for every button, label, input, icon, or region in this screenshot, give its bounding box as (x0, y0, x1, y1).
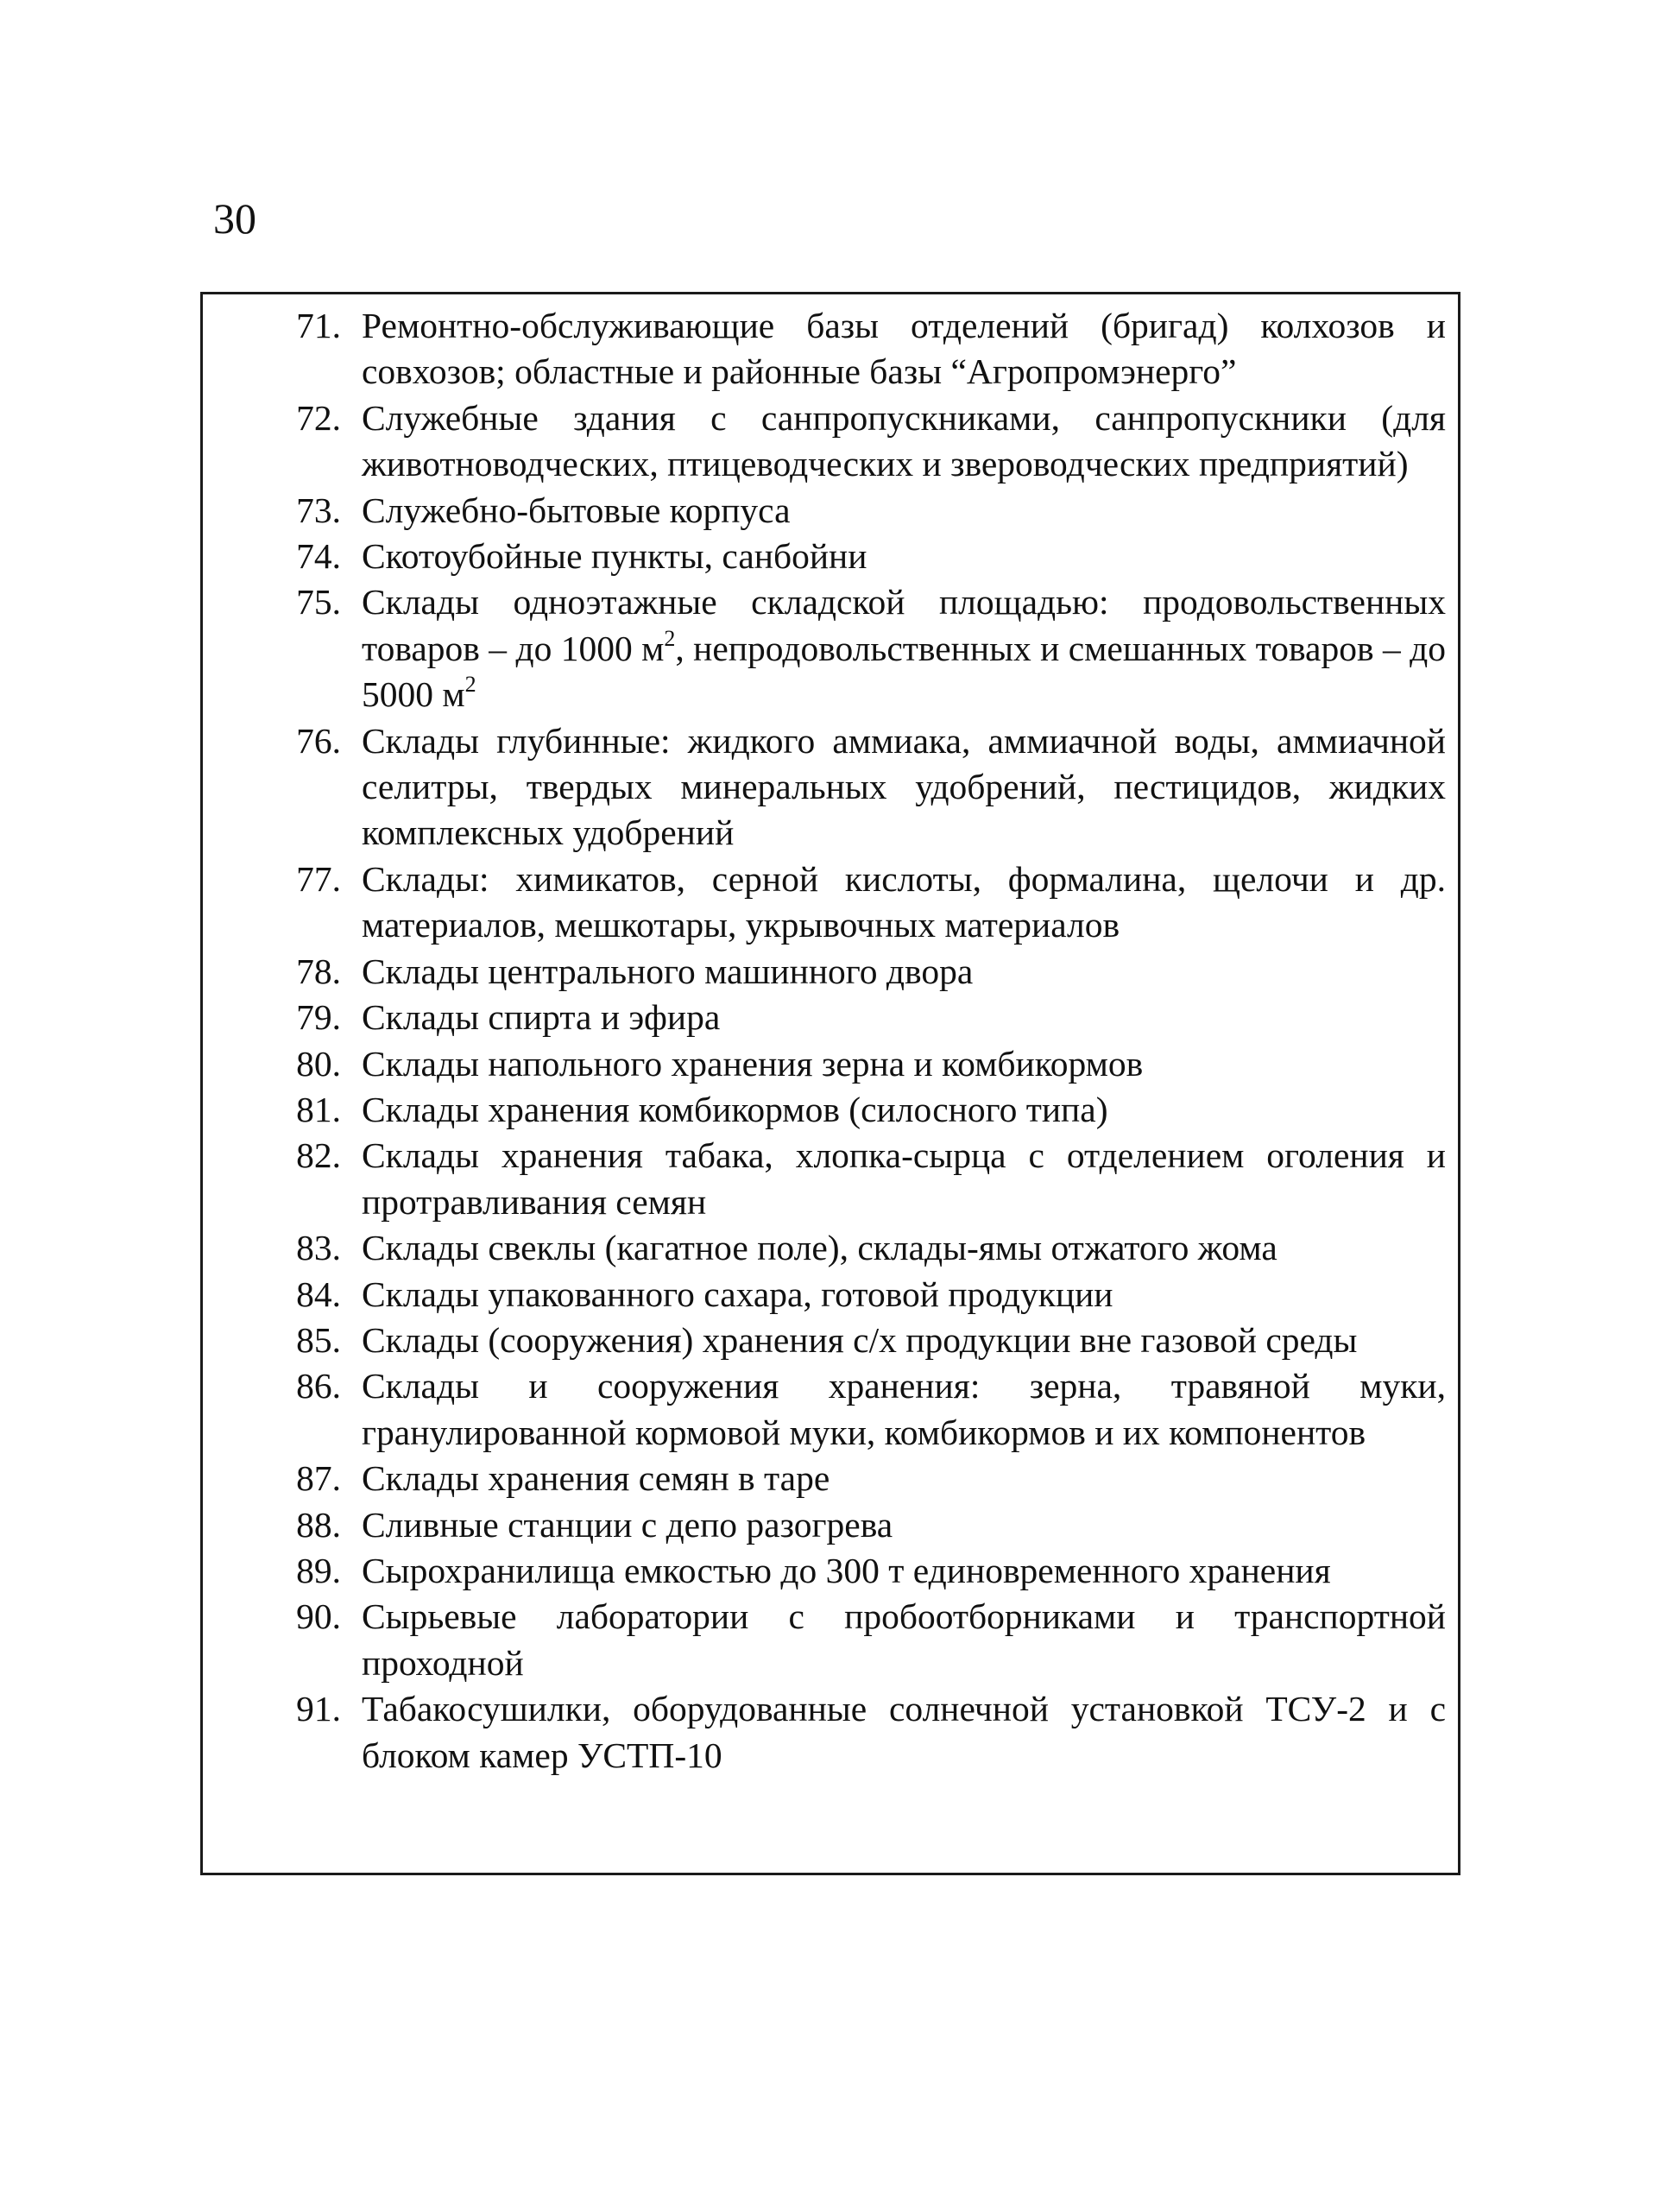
item-number: 79. (296, 997, 341, 1038)
list-item-76 (203, 718, 1458, 856)
list-item-82 (203, 1133, 1458, 1225)
list-item-87 (203, 1456, 1458, 1501)
item-number: 77. (296, 858, 341, 899)
list-item-88 (203, 1502, 1458, 1548)
list-item-86 (203, 1363, 1458, 1456)
item-text: Склады хранения комбикормов (силосного типа) (362, 1089, 1108, 1129)
item-text: Служебно-бытовые корпуса (362, 490, 791, 530)
building-list (203, 303, 1458, 1779)
item-number: 83. (296, 1228, 341, 1268)
item-number: 89. (296, 1550, 341, 1590)
list-item-75 (203, 579, 1458, 717)
list-item-83 (203, 1225, 1458, 1271)
item-number: 90. (296, 1596, 341, 1637)
item-number: 78. (296, 951, 341, 991)
item-number: 86. (296, 1366, 341, 1406)
item-text: Склады и сооружения хранения: зерна, травяной муки, гранулированной кормовой муки, комбикормов и их компонентов (362, 1366, 1446, 1452)
item-text: Склады упакованного сахара, готовой продукции (362, 1273, 1113, 1314)
item-text: Склады глубинные: жидкого аммиака, аммиачной воды, аммиачной селитры, твердых минеральных удобрений, пестицидов, жидких комплексных удобрений (362, 720, 1446, 853)
item-number: 73. (296, 490, 341, 530)
list-item-71 (203, 303, 1458, 395)
list-item-73 (203, 488, 1458, 534)
list-frame (200, 292, 1460, 1875)
list-item-74 (203, 534, 1458, 579)
item-number: 74. (296, 536, 341, 577)
list-item-77 (203, 856, 1458, 949)
list-item-85 (203, 1318, 1458, 1363)
item-text: Склады хранения семян в таре (362, 1458, 830, 1499)
item-number: 88. (296, 1504, 341, 1545)
list-item-91 (203, 1686, 1458, 1779)
item-number: 76. (296, 720, 341, 761)
item-number: 84. (296, 1273, 341, 1314)
list-item-79 (203, 995, 1458, 1040)
item-text: Склады (сооружения) хранения с/х продукции вне газовой среды (362, 1319, 1358, 1360)
list-item-72 (203, 395, 1458, 488)
item-text: Сырьевые лаборатории с пробоотборниками и транспортной проходной (362, 1596, 1446, 1683)
item-number: 81. (296, 1089, 341, 1129)
list-item-78 (203, 949, 1458, 995)
item-text: Склады хранения табака, хлопка-сырца с отделением оголения и протравливания семян (362, 1135, 1446, 1222)
page-number: 30 (213, 194, 256, 243)
item-text: Склады: химикатов, серной кислоты, формалина, щелочи и др. материалов, мешкотары, укрывочных материалов (362, 858, 1446, 945)
item-text-part-b: , непродовольственных и смешанных товаров – до 5000 м (362, 628, 1446, 715)
item-text: Скотоубойные пункты, санбойни (362, 536, 867, 577)
item-number: 87. (296, 1458, 341, 1499)
superscript-b: 2 (464, 672, 476, 698)
item-text: Ремонтно-обслуживающие базы отделений (бригад) колхозов и совхозов; областные и районные базы “Агропромэнерго” (362, 306, 1446, 392)
item-number: 80. (296, 1043, 341, 1084)
item-number: 72. (296, 397, 341, 438)
item-number: 91. (296, 1689, 341, 1729)
item-number: 75. (296, 582, 341, 623)
item-number: 85. (296, 1319, 341, 1360)
list-item-81 (203, 1087, 1458, 1133)
item-text: Табакосушилки, оборудованные солнечной установкой ТСУ-2 и с блоком камер УСТП-10 (362, 1689, 1446, 1775)
item-number: 82. (296, 1135, 341, 1176)
item-text: Сливные станции с депо разогрева (362, 1504, 893, 1545)
list-item-89 (203, 1548, 1458, 1594)
item-text: Склады центрального машинного двора (362, 951, 974, 991)
item-text: Склады напольного хранения зерна и комбикормов (362, 1043, 1144, 1084)
item-text (362, 579, 1458, 717)
item-text: Сырохранилища емкостью до 300 т единовременного хранения (362, 1550, 1331, 1590)
item-text: Служебные здания с санпропускниками, санпропускники (для животноводческих, птицеводческих и звероводческих предприятий) (362, 397, 1446, 484)
list-item-90 (203, 1594, 1458, 1686)
item-number: 71. (296, 306, 341, 345)
superscript-a: 2 (664, 625, 676, 651)
list-item-80 (203, 1041, 1458, 1087)
item-text-part-a: Склады одноэтажные складской площадью: продовольственных товаров – до 1000 м (362, 582, 1446, 668)
list-item-84 (203, 1272, 1458, 1318)
item-text: Склады спирта и эфира (362, 997, 721, 1038)
item-text: Склады свеклы (кагатное поле), склады-ямы отжатого жома (362, 1228, 1277, 1268)
